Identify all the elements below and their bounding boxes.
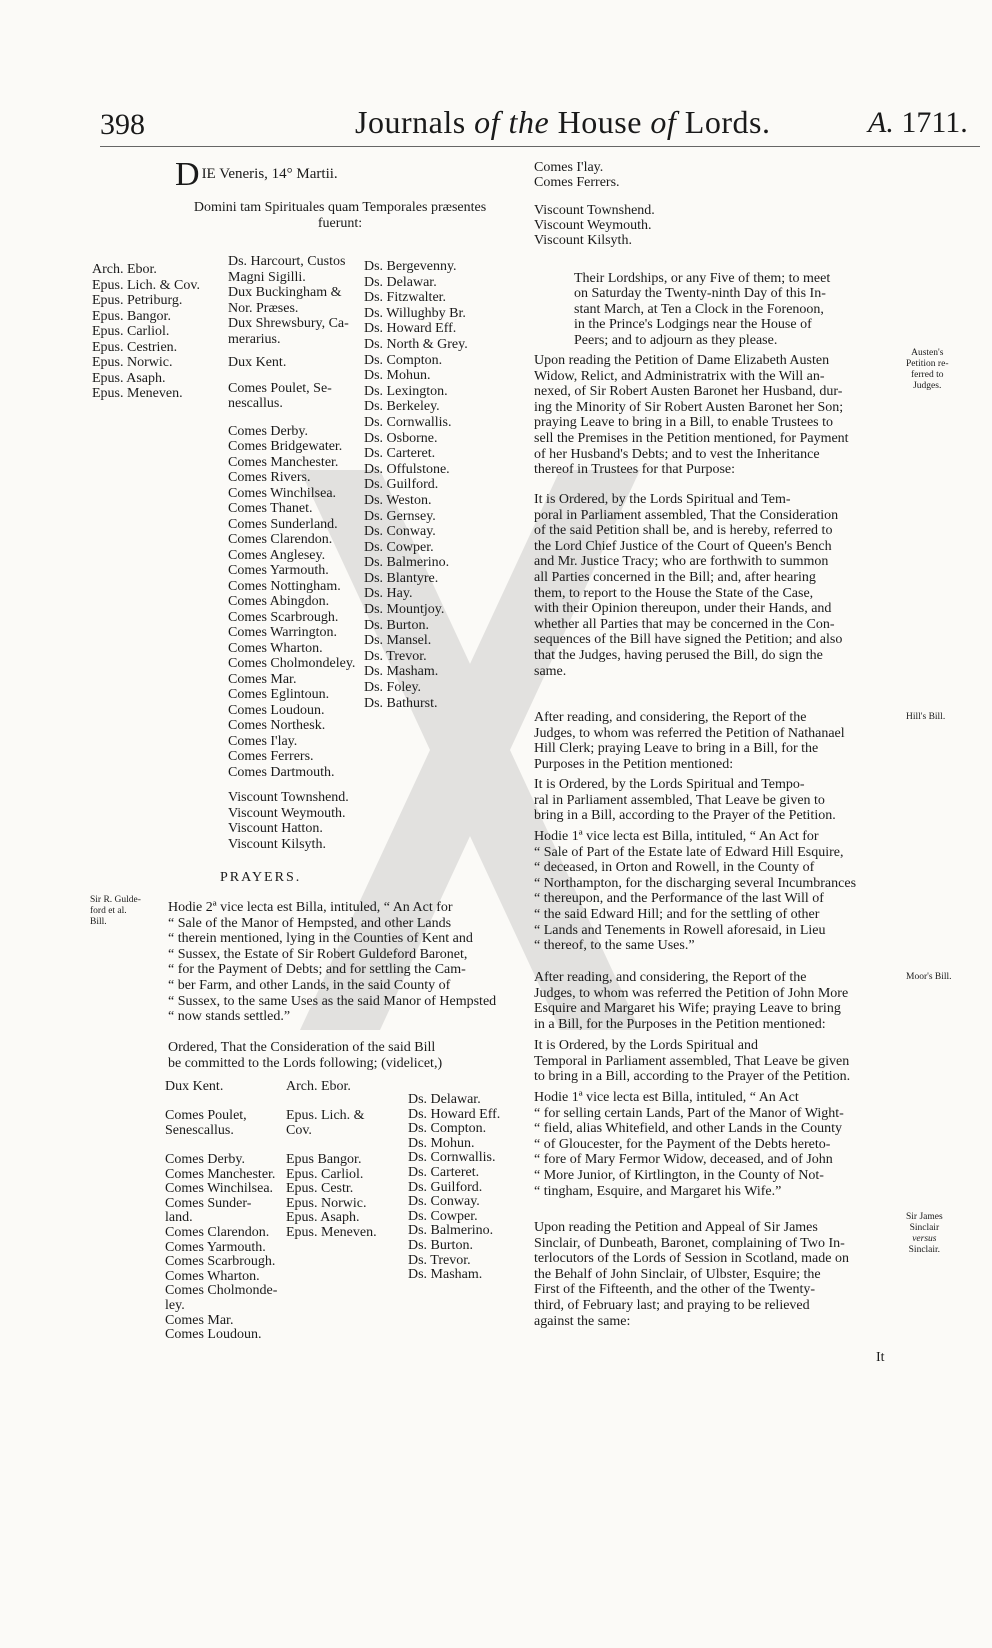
committee-continued-list	[534, 160, 620, 190]
bill-text-line: Hodie 2ª vice lecta est Billa, intituled, “ An Act for	[168, 900, 453, 915]
austen-text-line: Upon reading the Petition of Dame Elizabeth Austen	[534, 353, 830, 368]
hill-order-line: It is Ordered, by the Lords Spiritual and Tempo-	[534, 777, 805, 792]
austen-text-line: sell the Premises in the Petition mentioned, for Payment	[534, 430, 849, 446]
running-title	[355, 104, 770, 141]
margin-guldeford-line-2: ford et al.	[90, 906, 127, 916]
earl-entry: Comes Rivers.	[228, 470, 311, 485]
lord-spiritual-entry: Epus. Cestrien.	[92, 339, 178, 355]
committee-bishop-entry	[286, 1138, 377, 1153]
baron-entry: Ds. Gernsey.	[364, 508, 436, 524]
baron-entry: Ds. Compton.	[364, 352, 443, 368]
committee-baron-entry: Ds. Balmerino.	[408, 1223, 494, 1239]
earl-entry: Comes Warrington.	[228, 625, 338, 640]
year-prefix: A.	[868, 106, 894, 139]
officer-entry: Dux Shrewsbury, Ca-	[228, 316, 349, 331]
lord-spiritual-entry: Arch. Ebor.	[92, 262, 157, 277]
earl-entry: Comes Wharton.	[228, 640, 323, 656]
committee-bishop-entry	[286, 1095, 377, 1110]
committee-bishop-entry: Epus. Carliol.	[286, 1166, 364, 1182]
barons-list	[364, 259, 468, 711]
meeting-text-line: stant March, at Ten a Clock in the Forenoon,	[574, 301, 824, 317]
committee-earl-entry: Comes I'lay.	[534, 160, 604, 175]
earl-entry: Comes Ferrers.	[228, 749, 314, 764]
earl-entry: Comes Eglintoun.	[228, 687, 330, 702]
austen-order-line: them, to report to the House the State of the Case,	[534, 585, 814, 601]
moore-text-line: After reading, and considering, the Report of the	[534, 970, 807, 985]
margin-guldeford-line-3: Bill.	[90, 917, 107, 927]
committee-earl-entry: Comes Clarendon.	[165, 1224, 270, 1240]
lord-spiritual-entry: Epus. Asaph.	[92, 370, 166, 386]
bill-text-line: “ Sussex, the Estate of Sir Robert Guldeford Baronet,	[168, 946, 468, 962]
committee-earl-entry: Comes Cholmonde-	[165, 1283, 278, 1299]
committee-viscounts-list	[534, 203, 655, 248]
margin-austen-line-4: Judges.	[913, 381, 942, 391]
committee-bishop-entry: Cov.	[286, 1122, 312, 1138]
margin-sinclair-line-3: versus	[912, 1234, 937, 1244]
hill-text-line: After reading, and considering, the Report of the	[534, 710, 807, 725]
baron-entry: Ds. Mansel.	[364, 633, 432, 649]
committee-baron-entry: Ds. Carteret.	[408, 1164, 480, 1180]
committee-bishop-entry: Epus. Lich. &	[286, 1108, 365, 1124]
earl-entry: Comes Northesk.	[228, 718, 326, 733]
bill-text-line: “ therein mentioned, lying in the Counties of Kent and	[168, 931, 473, 947]
committee-bishops-list	[286, 1080, 377, 1241]
earl-entry: Comes Cholmondeley.	[228, 656, 356, 671]
bill-text-line: “ Sussex, to the same Uses as the said Manor of Hempsted	[168, 993, 497, 1009]
sitting-date	[175, 156, 338, 193]
committee-baron-entry: Ds. Trevor.	[408, 1252, 471, 1268]
bill-text-line: “ now stands settled.”	[168, 1009, 291, 1025]
austen-order-paragraph	[534, 492, 842, 679]
moore-order-line: Temporal in Parliament assembled, That Leave be given	[534, 1053, 850, 1069]
committee-earl-entry: Comes Scarbrough.	[165, 1254, 276, 1270]
margin-guldeford-line-1: Sir R. Gulde-	[90, 895, 141, 905]
steward-entry: Comes Poulet, Se-	[228, 380, 332, 396]
lord-spiritual-entry: Epus. Lich. & Cov.	[92, 277, 200, 293]
hill-order-line: bring in a Bill, according to the Prayer of the Petition.	[534, 808, 836, 824]
moore-text-line: Judges, to whom was referred the Petition of John More	[534, 985, 849, 1001]
committee-baron-entry: Ds. Cowper.	[408, 1208, 478, 1224]
baron-entry: Ds. Cowper.	[364, 539, 434, 555]
austen-order-line: with their Opinion thereupon, under their Hands, and	[534, 601, 832, 617]
earl-entry: Comes Thanet.	[228, 501, 313, 516]
austen-order-line: that the Judges, having perused the Bill, do sign the	[534, 647, 823, 663]
committee-baron-entry: Ds. Howard Eff.	[408, 1106, 501, 1122]
lord-spiritual-entry: Epus. Bangor.	[92, 308, 171, 324]
committee-baron-entry: Ds. Conway.	[408, 1194, 480, 1210]
prayers-heading: PRAYERS.	[220, 870, 302, 885]
earl-entry: Comes Manchester.	[228, 454, 339, 470]
austen-order-line: It is Ordered, by the Lords Spiritual and Tem-	[534, 492, 791, 507]
title-the: the	[508, 104, 550, 140]
sinclair-text-line: third, of February last; and praying to be relieved	[534, 1297, 810, 1313]
moore-bill-line: “ More Junior, of Kirtlington, in the County of Not-	[534, 1167, 824, 1183]
margin-note-guldeford-bill	[90, 895, 141, 928]
austen-order-line: same.	[534, 663, 567, 679]
hill-text-line: Judges, to whom was referred the Petition of Nathanael	[534, 725, 845, 741]
baron-entry: Ds. Burton.	[364, 617, 429, 633]
lord-spiritual-entry: Epus. Norwic.	[92, 355, 173, 370]
moore-order-line: to bring in a Bill, according to the Prayer of the Petition.	[534, 1069, 851, 1085]
steward-entry: nescallus.	[228, 396, 283, 411]
meeting-text-line: Their Lordships, or any Five of them; to meet	[574, 271, 831, 286]
date-text: IE Veneris, 14° Martii.	[201, 166, 338, 182]
earl-entry: Comes I'lay.	[228, 733, 298, 749]
baron-entry: Ds. Osborne.	[364, 430, 438, 446]
committee-earl-entry: land.	[165, 1210, 193, 1226]
present-heading-line-1: Domini tam Spirituales quam Temporales præsentes	[193, 200, 487, 215]
duke-entry: Dux Kent.	[228, 355, 287, 370]
austen-text-line: Widow, Relict, and Administratrix with the Will an-	[534, 368, 825, 384]
austen-petition-paragraph	[534, 353, 849, 478]
austen-order-line: the Lord Chief Justice of the Court of Queen's Bench	[534, 538, 832, 554]
earl-entry: Comes Sunderland.	[228, 516, 338, 532]
committee-earl-entry: Dux Kent.	[165, 1079, 224, 1094]
meeting-text-line: Peers; and to adjourn as they please.	[574, 332, 778, 348]
margin-note-sinclair	[906, 1212, 943, 1256]
hill-bill-line: “ Sale of Part of the Estate late of Edward Hill Esquire,	[534, 844, 844, 860]
title-lords: Lords.	[684, 104, 771, 140]
bill-text-line: “ ber Farm, and other Lands, in the said County of	[168, 977, 451, 993]
title-of-1: of	[474, 104, 501, 140]
committee-bishop-entry: Epus. Norwic.	[286, 1195, 367, 1211]
committee-viscount-entry: Viscount Weymouth.	[534, 218, 652, 233]
date-dropcap: D	[175, 156, 200, 193]
moore-report-paragraph	[534, 970, 848, 1032]
committee-earl-entry: Comes Sunder-	[165, 1195, 252, 1211]
committee-earl-entry: Comes Manchester.	[165, 1166, 276, 1182]
present-heading-line-2: fuerunt:	[317, 216, 363, 231]
committee-bishop-entry: Arch. Ebor.	[286, 1079, 351, 1094]
sinclair-petition-paragraph	[534, 1220, 849, 1329]
running-year	[868, 106, 968, 140]
hill-bill-line: Hodie 1ª vice lecta est Billa, intituled, “ An Act for	[534, 829, 819, 844]
lord-spiritual-entry: Epus. Petriburg.	[92, 293, 183, 308]
guldeford-bill-paragraph	[168, 900, 496, 1025]
austen-order-line: all Parties concerned in the Bill; and, after hearing	[534, 569, 816, 585]
committee-baron-entry: Ds. Mohun.	[408, 1135, 475, 1151]
hill-order-line: ral in Parliament assembled, That Leave be given to	[534, 792, 825, 808]
committee-earls-list	[165, 1080, 277, 1343]
catchword: It	[876, 1350, 885, 1365]
moore-order-line: It is Ordered, by the Lords Spiritual and	[534, 1038, 758, 1053]
baron-entry: Ds. Offulstone.	[364, 461, 450, 477]
viscount-entry: Viscount Townshend.	[228, 790, 349, 805]
baron-entry: Ds. Bergevenny.	[364, 259, 457, 274]
committee-earl-entry: ley.	[165, 1297, 185, 1313]
moore-text-line: Esquire and Margaret his Wife; praying Leave to bring	[534, 1001, 841, 1017]
baron-entry: Ds. Trevor.	[364, 648, 427, 664]
earl-entry: Comes Bridgewater.	[228, 439, 343, 454]
moore-bill-line: “ of Gloucester, for the Payment of the Debts hereto-	[534, 1136, 831, 1152]
officer-entry: Dux Buckingham &	[228, 285, 342, 300]
committee-viscount-entry: Viscount Townshend.	[534, 203, 655, 218]
title-journals: Journals	[355, 104, 466, 140]
margin-sinclair-line-2: Sinclair	[909, 1223, 940, 1233]
baron-entry: Ds. Delawar.	[364, 274, 437, 290]
moore-bill-line: Hodie 1ª vice lecta est Billa, intituled, “ An Act	[534, 1090, 799, 1105]
baron-entry: Ds. Masham.	[364, 664, 439, 680]
officer-entry: Magni Sigilli.	[228, 269, 306, 285]
officer-entry: Nor. Præses.	[228, 300, 299, 316]
committee-bishop-entry: Epus. Asaph.	[286, 1210, 360, 1226]
committee-baron-entry: Ds. Guilford.	[408, 1179, 483, 1195]
hill-bill-line: “ thereof, to the same Uses.”	[534, 938, 695, 954]
committee-earl-entry: Comes Yarmouth.	[165, 1239, 266, 1255]
bill-text-line: “ for the Payment of Debts; and for settling the Cam-	[168, 962, 466, 978]
baron-entry: Ds. Mohun.	[364, 368, 431, 384]
austen-text-line: nexed, of Sir Robert Austen Baronet her Husband, dur-	[534, 384, 843, 400]
viscount-entry: Viscount Hatton.	[228, 821, 323, 836]
committee-earl-entry: Comes Poulet,	[165, 1108, 247, 1124]
committee-earl-entry: Senescallus.	[165, 1122, 234, 1138]
sinclair-text-line: terlocutors of the Lords of Session in Scotland, made on	[534, 1251, 849, 1267]
title-house: House	[557, 104, 642, 140]
austen-text-line: thereof in Trustees for that Purpose:	[534, 462, 736, 478]
baron-entry: Ds. Hay.	[364, 586, 413, 602]
committee-earl-entry	[165, 1095, 277, 1110]
present-heading	[175, 200, 505, 232]
earl-entry: Comes Anglesey.	[228, 547, 326, 563]
earl-entry: Comes Nottingham.	[228, 578, 341, 594]
moore-bill-line: “ tingham, Esquire, and Margaret his Wife.”	[534, 1183, 782, 1199]
baron-entry: Ds. Lexington.	[364, 383, 448, 399]
earl-entry: Comes Loudoun.	[228, 702, 325, 718]
page-number: 398	[100, 108, 145, 141]
austen-order-line: whether all Parties that may be concerned in the Con-	[534, 616, 835, 632]
margin-note-hill-bill: Hill's Bill.	[906, 712, 946, 722]
margin-sinclair-line-4: Sinclair.	[908, 1245, 941, 1255]
hill-bill-line: “ the said Edward Hill; and for the settling of other	[534, 906, 820, 922]
hill-order-paragraph	[534, 777, 836, 824]
committee-baron-entry: Ds. Compton.	[408, 1121, 487, 1137]
hill-report-paragraph	[534, 710, 845, 772]
moore-bill-paragraph	[534, 1090, 844, 1199]
baron-entry: Ds. North & Grey.	[364, 336, 468, 352]
title-of-2: of	[650, 104, 677, 140]
hill-text-line: Hill Clerk; praying Leave to bring in a Bill, for the	[534, 741, 819, 757]
baron-entry: Ds. Mountjoy.	[364, 602, 445, 618]
austen-order-line: of the said Petition shall be, and is hereby, referred to	[534, 523, 833, 539]
baron-entry: Ds. Balmerino.	[364, 555, 450, 571]
sinclair-text-line: Upon reading the Petition and Appeal of Sir James	[534, 1220, 818, 1235]
moore-order-paragraph	[534, 1038, 850, 1085]
margin-austen-line-3: ferred to	[911, 370, 944, 380]
sinclair-text-line: against the same:	[534, 1313, 631, 1329]
committee-earl-entry: Comes Derby.	[165, 1151, 245, 1167]
baron-entry: Ds. Bathurst.	[364, 695, 438, 711]
committee-bishop-entry: Epus Bangor.	[286, 1151, 362, 1167]
earl-entry: Comes Yarmouth.	[228, 563, 329, 578]
viscount-entry: Viscount Kilsyth.	[228, 836, 326, 852]
moore-bill-line: “ fore of Mary Fermor Widow, deceased, and of John	[534, 1152, 833, 1168]
sinclair-text-line: Sinclair, of Dunbeath, Baronet, complaining of Two In-	[534, 1235, 845, 1251]
hill-bill-line: “ thereupon, and the Performance of the last Will of	[534, 891, 824, 907]
baron-entry: Ds. Cornwallis.	[364, 414, 452, 430]
committee-earl-entry: Comes Winchilsea.	[165, 1181, 274, 1197]
margin-austen-line-2: Petition re-	[906, 359, 949, 369]
hill-bill-line: “ Northampton, for the discharging several Incumbrances	[534, 875, 857, 891]
baron-entry: Ds. Conway.	[364, 524, 436, 540]
committee-earl-entry: Comes Loudoun.	[165, 1327, 262, 1343]
hill-bill-line: “ deceased, in Orton and Rowell, in the County of	[534, 860, 815, 876]
officers-list	[228, 254, 355, 852]
committee-baron-entry: Ds. Masham.	[408, 1267, 483, 1283]
committee-bishop-entry: Epus. Meneven.	[286, 1224, 377, 1240]
committee-order	[168, 1040, 442, 1072]
hill-text-line: Purposes in the Petition mentioned:	[534, 756, 734, 772]
committee-barons-list	[408, 1093, 500, 1283]
baron-entry: Ds. Willughby Br.	[364, 305, 466, 321]
earl-entry: Comes Abingdon.	[228, 594, 330, 609]
earl-entry: Comes Scarbrough.	[228, 609, 339, 625]
margin-austen-line-1: Austen's	[911, 348, 944, 358]
moore-bill-line: “ for selling certain Lands, Part of the Manor of Wight-	[534, 1105, 844, 1121]
baron-entry: Ds. Fitzwalter.	[364, 290, 447, 306]
baron-entry: Ds. Carteret.	[364, 446, 436, 462]
austen-order-line: and Mr. Justice Tracy; who are forthwith to summon	[534, 554, 829, 570]
earl-entry: Comes Derby.	[228, 423, 308, 439]
earl-entry: Comes Mar.	[228, 671, 297, 687]
austen-order-line: sequences of the Bill have signed the Petition; and also	[534, 632, 843, 648]
austen-order-line: poral in Parliament assembled, That the Consideration	[534, 507, 839, 523]
baron-entry: Ds. Weston.	[364, 492, 432, 508]
officer-entry: merarius.	[228, 331, 281, 347]
meeting-text-line: in the Prince's Lodgings near the House of	[574, 317, 812, 333]
earl-entry: Comes Dartmouth.	[228, 764, 335, 780]
lord-spiritual-entry: Epus. Meneven.	[92, 386, 183, 401]
baron-entry: Ds. Blantyre.	[364, 570, 439, 586]
committee-bishop-entry: Epus. Cestr.	[286, 1181, 354, 1197]
hill-bill-paragraph	[534, 829, 856, 954]
lords-spiritual-list	[92, 262, 200, 402]
header-rule	[100, 146, 980, 147]
earl-entry: Comes Winchilsea.	[228, 485, 337, 501]
baron-entry: Ds. Guilford.	[364, 477, 439, 493]
lord-spiritual-entry: Epus. Carliol.	[92, 324, 170, 339]
margin-note-moor-bill: Moor's Bill.	[906, 972, 952, 982]
moore-text-line: in a Bill, for the Purposes in the Petition mentioned:	[534, 1016, 826, 1032]
margin-note-austen	[906, 348, 948, 392]
austen-text-line: praying Leave to bring in a Bill, to enable Trustees to	[534, 415, 834, 431]
austen-text-line: ing the Minority of Sir Robert Austen Baronet her Son;	[534, 399, 844, 415]
margin-sinclair-line-1: Sir James	[906, 1212, 943, 1222]
committee-earl-entry: Comes Mar.	[165, 1312, 234, 1328]
committee-earl-entry: Comes Wharton.	[165, 1268, 260, 1284]
committee-earl-entry	[165, 1138, 277, 1153]
committee-viscount-entry: Viscount Kilsyth.	[534, 233, 632, 248]
meeting-paragraph	[574, 271, 830, 348]
committee-baron-entry: Ds. Cornwallis.	[408, 1150, 496, 1166]
moore-bill-line: “ field, alias Whitefield, and other Lands in the County	[534, 1121, 843, 1137]
committee-order-line-1: Ordered, That the Consideration of the said Bill	[168, 1040, 436, 1055]
officer-entry: Ds. Harcourt, Custos	[228, 254, 346, 269]
austen-text-line: of her Husband's Debts; and to vest the Inheritance	[534, 446, 820, 462]
earl-entry: Comes Clarendon.	[228, 532, 333, 547]
year-value: 1711.	[901, 106, 968, 139]
baron-entry: Ds. Berkeley.	[364, 399, 440, 415]
baron-entry: Ds. Foley.	[364, 680, 422, 696]
committee-order-line-2: be committed to the Lords following; (videlicet,)	[168, 1056, 443, 1071]
committee-baron-entry: Ds. Burton.	[408, 1237, 473, 1253]
meeting-text-line: on Saturday the Twenty-ninth Day of this In-	[574, 286, 826, 302]
sinclair-text-line: First of the Fifteenth, and the other of the Twenty-	[534, 1282, 816, 1298]
baron-entry: Ds. Howard Eff.	[364, 321, 457, 337]
committee-baron-entry: Ds. Delawar.	[408, 1092, 481, 1107]
committee-earl-entry: Comes Ferrers.	[534, 175, 620, 190]
sinclair-text-line: the Behalf of John Sinclair, of Ulbster, Esquire; the	[534, 1266, 821, 1282]
viscount-entry: Viscount Weymouth.	[228, 805, 346, 821]
hill-bill-line: “ Lands and Tenements in Rowell aforesaid, in Lieu	[534, 922, 826, 938]
bill-text-line: “ Sale of the Manor of Hempsted, and other Lands	[168, 915, 452, 931]
